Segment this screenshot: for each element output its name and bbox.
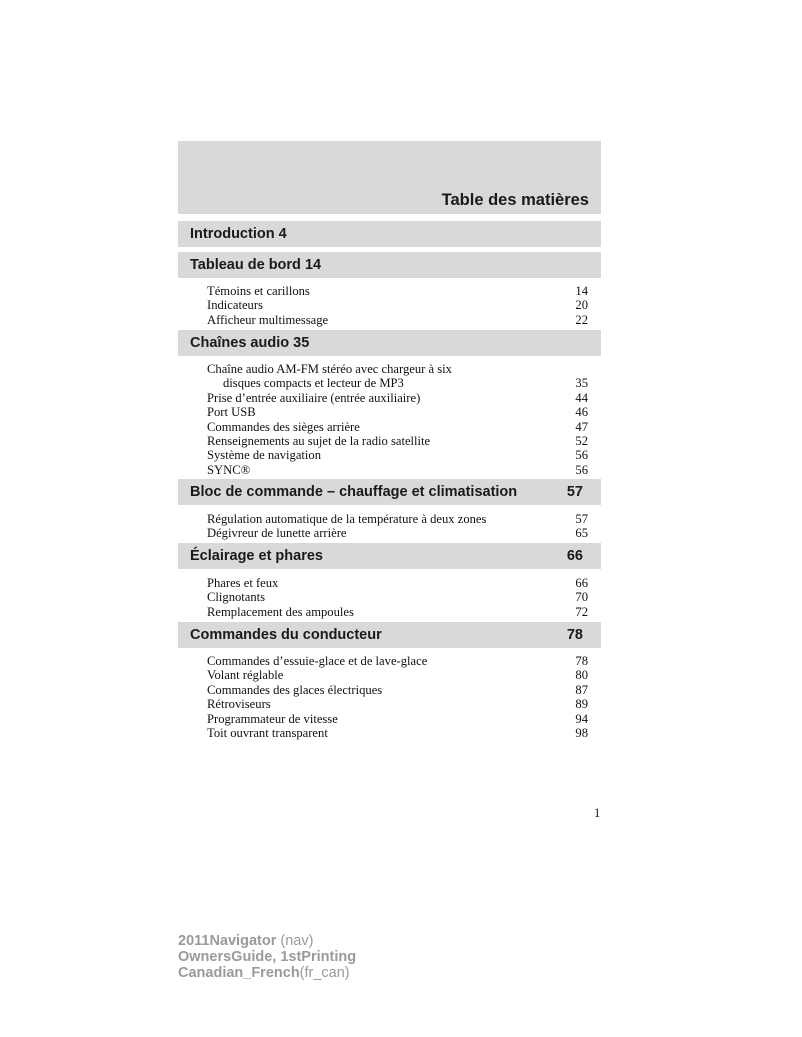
entry-text: Toit ouvrant transparent [207, 725, 328, 740]
section-bar-eclairage-et-phares[interactable] [178, 543, 601, 569]
entry-text: disques compacts et lecteur de MP3 [223, 376, 404, 391]
section-title: Introduction 4 [190, 226, 287, 242]
page-title: Table des matières [441, 191, 589, 209]
toc-entry[interactable] [207, 726, 588, 740]
toc-entry[interactable] [207, 313, 588, 327]
toc-entry[interactable] [207, 590, 588, 604]
entry-page: 94 [575, 711, 588, 726]
footer-language-code: (fr_can) [299, 965, 350, 981]
page-number: 1 [594, 806, 601, 820]
section-entries [207, 512, 588, 541]
entry-text: Rétroviseurs [207, 697, 271, 712]
entry-page: 44 [575, 390, 588, 405]
entry-page: 14 [575, 284, 588, 298]
entry-text: Commandes d’essuie-glace et de lave-glace [207, 654, 428, 668]
entry-text: Renseignements au sujet de la radio satellite [207, 433, 431, 448]
entry-page: 66 [575, 576, 588, 590]
section-page: 57 [566, 484, 583, 500]
entry-page: 52 [575, 433, 588, 448]
footer-line-3 [178, 965, 356, 981]
footer-model-code: (nav) [276, 933, 314, 949]
toc-entry[interactable] [207, 576, 588, 590]
entry-page: 35 [575, 376, 588, 391]
toc-entry[interactable] [207, 668, 588, 682]
section-entries [207, 576, 588, 619]
toc-entry[interactable] [207, 683, 588, 697]
toc-entry[interactable] [207, 420, 588, 434]
footer-language: Canadian_French [178, 965, 300, 981]
entry-page: 20 [575, 298, 588, 313]
entry-text: Phares et feux [207, 576, 279, 590]
toc-entry[interactable] [207, 391, 588, 405]
footer-printing: OwnersGuide, 1stPrinting [178, 949, 357, 965]
entry-text: Témoins et carillons [207, 284, 310, 298]
section-title: Bloc de commande – chauffage et climatisation [190, 484, 518, 500]
entry-text: Programmateur de vitesse [207, 711, 338, 726]
entry-text: Indicateurs [207, 298, 263, 313]
toc-entry[interactable] [207, 284, 588, 298]
toc-entry[interactable] [207, 605, 588, 619]
toc-entry[interactable] [207, 512, 588, 526]
entry-text: Clignotants [207, 590, 266, 605]
entry-page: 70 [575, 590, 588, 605]
footer-line-2 [178, 949, 356, 965]
footer-model: 2011Navigator [178, 933, 277, 949]
entry-text: Commandes des sièges arrière [207, 419, 360, 434]
entry-text: SYNC® [207, 462, 251, 477]
toc-entry[interactable] [207, 298, 588, 312]
section-title: Commandes du conducteur [190, 627, 382, 643]
toc-entry[interactable] [207, 463, 588, 477]
entry-text: Remplacement des ampoules [207, 604, 354, 619]
entry-text: Chaîne audio AM-FM stéréo avec chargeur à six [207, 362, 452, 376]
footer-line-1 [178, 933, 356, 949]
entry-text: Port USB [207, 405, 256, 420]
toc-entry[interactable] [207, 654, 588, 668]
entry-page: 57 [575, 512, 588, 526]
entry-page: 89 [575, 697, 588, 712]
section-title: Tableau de bord 14 [190, 257, 322, 273]
entry-page: 98 [575, 725, 588, 740]
entry-page: 78 [575, 654, 588, 668]
section-entries [207, 362, 588, 477]
section-title: Éclairage et phares [190, 548, 323, 564]
toc-entry-continued[interactable] [207, 376, 588, 390]
section-bar-bloc-de-commande[interactable] [178, 479, 601, 505]
entry-text: Système de navigation [207, 448, 322, 463]
section-bar-tableau-de-bord[interactable] [178, 252, 601, 278]
entry-page: 47 [575, 419, 588, 434]
entry-page: 65 [575, 526, 588, 541]
section-page: 66 [566, 548, 583, 564]
toc-entry[interactable] [207, 448, 588, 462]
toc-entry[interactable] [207, 405, 588, 419]
entry-text: Prise d’entrée auxiliaire (entrée auxiliaire) [207, 390, 421, 405]
entry-page: 80 [575, 668, 588, 683]
entry-page: 56 [575, 462, 588, 477]
entry-text: Volant réglable [207, 668, 284, 683]
toc-entry[interactable] [207, 362, 588, 376]
print-footer [178, 933, 356, 981]
entry-text: Afficheur multimessage [207, 312, 329, 327]
entry-text: Commandes des glaces électriques [207, 682, 383, 697]
section-bar-introduction[interactable] [178, 221, 601, 247]
section-bar-chaines-audio[interactable] [178, 330, 601, 356]
entry-page: 72 [575, 604, 588, 619]
toc-entry[interactable] [207, 434, 588, 448]
section-bar-commandes-du-conducteur[interactable] [178, 622, 601, 648]
entry-page: 46 [575, 405, 588, 420]
section-page: 78 [566, 627, 583, 643]
section-title: Chaînes audio 35 [190, 335, 310, 351]
entry-page: 56 [575, 448, 588, 463]
toc-header-band [178, 141, 601, 214]
toc-entry[interactable] [207, 526, 588, 540]
section-entries [207, 284, 588, 327]
entry-text: Dégivreur de lunette arrière [207, 526, 347, 541]
entry-text: Régulation automatique de la température à deux zones [207, 512, 487, 526]
entry-page: 22 [575, 312, 588, 327]
section-entries [207, 654, 588, 740]
toc-entry[interactable] [207, 712, 588, 726]
entry-page: 87 [575, 682, 588, 697]
toc-entry[interactable] [207, 697, 588, 711]
